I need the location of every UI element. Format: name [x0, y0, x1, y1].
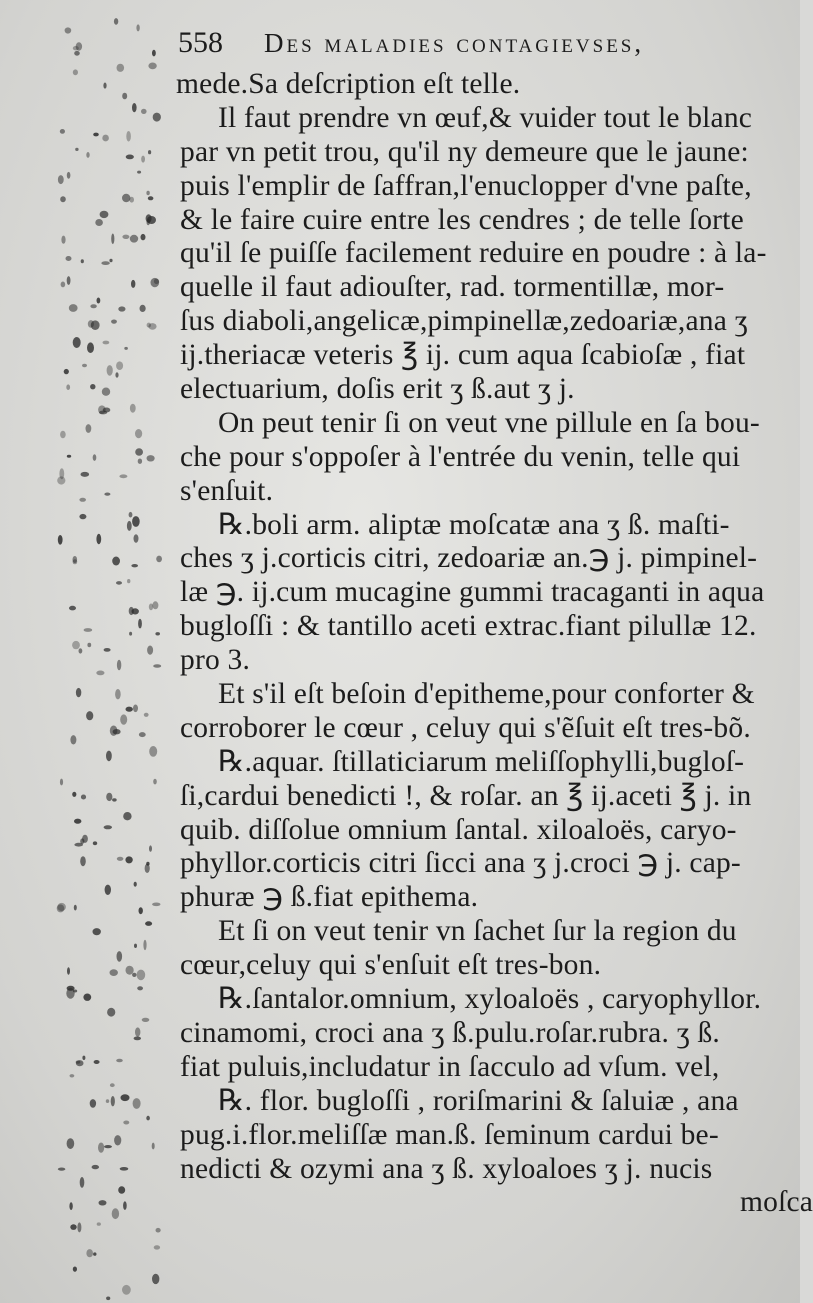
- bleed-mark: [74, 843, 83, 847]
- bleed-mark: [93, 133, 99, 137]
- bleed-mark: [134, 944, 137, 948]
- bleed-mark: [125, 856, 132, 863]
- bleed-mark: [146, 191, 149, 195]
- bleed-mark: [120, 1167, 129, 1171]
- bleed-mark: [126, 966, 134, 975]
- bleed-mark: [110, 726, 118, 736]
- bleed-mark: [117, 64, 125, 72]
- page-text-block: [160, 22, 813, 1220]
- bleed-mark: [107, 1008, 115, 1017]
- bleed-mark: [146, 1116, 150, 1121]
- bleed-mark: [69, 606, 76, 611]
- text-line: Et s'il eſt beſoin d'epitheme,pour conforter &: [218, 678, 755, 711]
- bleed-mark: [124, 347, 128, 350]
- bleed-mark: [73, 69, 78, 75]
- bleed-mark: [129, 632, 132, 636]
- bleed-mark: [118, 306, 125, 311]
- bleed-mark: [82, 835, 88, 843]
- bleed-mark: [58, 175, 64, 184]
- bleed-mark: [101, 261, 109, 265]
- bleed-mark: [98, 1143, 104, 1153]
- bleed-mark: [135, 429, 142, 438]
- bleed-mark: [95, 219, 103, 226]
- bleed-mark: [81, 472, 90, 477]
- bleed-mark: [104, 1145, 112, 1148]
- bleed-mark: [98, 405, 106, 414]
- bleed-mark: [117, 951, 123, 962]
- bleed-mark: [73, 337, 81, 348]
- running-head-title: Des maladies contagievses,: [264, 28, 645, 58]
- text-line: ches ʒ j.corticis citri, zedoariæ an.℈ j. pimpinel-: [180, 542, 758, 575]
- text-line: læ ℈. ij.cum mucagine gummi tracaganti in aqua: [180, 576, 765, 609]
- text-line: nedicti & ozymi ana ʒ ß. xyloaloes ʒ j. nucis: [180, 1152, 713, 1185]
- bleed-mark: [73, 556, 78, 563]
- bleed-mark: [106, 751, 112, 762]
- bleed-mark: [96, 534, 101, 544]
- bleed-mark: [116, 581, 122, 585]
- bleed-mark: [134, 1037, 141, 1041]
- bleed-mark: [140, 305, 146, 312]
- text-line: & le faire cuire entre les cendres ; de telle ſorte: [180, 203, 744, 236]
- bleed-mark: [130, 404, 136, 413]
- bleed-mark: [116, 1059, 123, 1063]
- bleed-mark: [129, 512, 133, 518]
- left-margin-bleed-through: [0, 0, 165, 1303]
- bleed-mark: [148, 63, 156, 70]
- bleed-mark: [133, 1098, 141, 1109]
- bleed-mark: [122, 93, 127, 100]
- bleed-mark: [122, 235, 129, 239]
- bleed-mark: [111, 234, 114, 245]
- bleed-mark: [79, 648, 83, 653]
- text-line: On peut tenir ſi on veut vne pillule en ſa bou-: [218, 406, 760, 439]
- bleed-mark: [81, 259, 84, 263]
- bleed-mark: [134, 534, 139, 543]
- bleed-mark: [111, 1096, 115, 1106]
- bleed-mark: [96, 671, 104, 676]
- bleed-mark: [76, 1061, 81, 1064]
- text-line: qu'il ſe puiſſe facilement reduire en poudre : à la-: [180, 237, 767, 270]
- bleed-mark: [120, 714, 127, 724]
- bleed-mark: [135, 1027, 140, 1036]
- bleed-mark: [57, 904, 65, 912]
- bleed-mark: [154, 279, 159, 285]
- bleed-mark: [82, 364, 87, 367]
- bleed-mark: [58, 1168, 65, 1171]
- bleed-mark: [117, 857, 124, 861]
- bleed-mark: [59, 468, 64, 479]
- text-line: mede.Sa deſcription eſt telle.: [176, 68, 521, 100]
- bleed-mark: [138, 619, 142, 629]
- bleed-mark: [86, 1249, 93, 1257]
- bleed-mark: [83, 994, 91, 1001]
- bleed-mark: [70, 735, 76, 744]
- bleed-mark: [141, 109, 147, 114]
- margin-ink-marks: [0, 0, 165, 1303]
- bleed-mark: [123, 812, 131, 820]
- bleed-mark: [139, 907, 143, 914]
- bleed-mark: [90, 384, 95, 389]
- bleed-mark: [97, 1222, 101, 1225]
- text-line: par vn petit trou, qu'il ny demeure que le jaune:: [180, 135, 749, 168]
- bleed-mark: [104, 648, 111, 652]
- bleed-mark: [75, 148, 78, 151]
- bleed-mark: [61, 236, 65, 244]
- bleed-mark: [136, 24, 139, 31]
- bleed-mark: [112, 557, 120, 566]
- text-line: cœur,celuy qui s'enſuit eſt tres-bon.: [180, 949, 602, 982]
- bleed-mark: [67, 276, 71, 285]
- bleed-mark: [119, 474, 127, 478]
- text-line: phyllor.corticis citri ſicci ana ʒ j.croci ℈ j. cap-: [180, 847, 741, 880]
- bleed-mark: [102, 135, 109, 142]
- bleed-mark: [145, 921, 152, 926]
- bleed-mark: [81, 795, 86, 800]
- bleed-mark: [114, 1135, 121, 1145]
- bleed-mark: [60, 431, 66, 438]
- text-line: corroborer le cœur , celuy qui s'ẽſuit eſt tres-bõ.: [180, 711, 751, 744]
- bleed-mark: [90, 1099, 96, 1108]
- bleed-mark: [66, 988, 74, 999]
- text-line: ſi,cardui benedicti !, & roſar. an ℥ ij.aceti ℥ j. in: [180, 779, 752, 812]
- bleed-mark: [137, 970, 146, 981]
- bleed-mark: [116, 361, 123, 370]
- bleed-mark: [133, 705, 138, 713]
- text-line: ij.theriacæ veteris ℥ ij. cum aqua ſcabioſæ , fiat: [180, 339, 746, 372]
- bleed-mark: [112, 798, 117, 801]
- text-line: ſus diaboli,angelicæ,pimpinellæ,zedoariæ,ana ʒ: [180, 305, 748, 338]
- bleed-mark: [93, 928, 101, 935]
- bleed-mark: [141, 156, 145, 163]
- text-line: quelle il faut adiouſter, rad. tormentillæ, mor-: [180, 271, 725, 304]
- bleed-mark: [66, 384, 70, 390]
- bleed-mark: [60, 196, 66, 202]
- bleed-mark: [74, 905, 77, 911]
- text-line: phuræ ℈ ß.fiat epithema.: [180, 881, 479, 914]
- text-line: quib. diſſolue omnium ſantal. xiloaloës, caryo-: [180, 813, 737, 846]
- bleed-mark: [93, 841, 97, 845]
- text-line: pro 3.: [180, 644, 251, 677]
- bleed-mark: [147, 646, 153, 655]
- bleed-mark: [92, 1165, 99, 1169]
- bleed-mark: [82, 1056, 85, 1060]
- bleed-mark: [84, 628, 93, 632]
- bleed-mark: [69, 1202, 72, 1210]
- bleed-mark: [73, 1267, 77, 1272]
- bleed-mark: [102, 388, 110, 396]
- bleed-mark: [67, 1138, 75, 1149]
- bleed-mark: [60, 129, 65, 134]
- bleed-mark: [123, 1201, 127, 1210]
- bleed-mark: [80, 856, 86, 866]
- bleed-mark: [69, 304, 78, 312]
- bleed-mark: [76, 42, 82, 50]
- bleed-mark: [104, 493, 110, 496]
- bleed-mark: [139, 732, 146, 737]
- bleed-mark: [88, 320, 94, 328]
- bleed-mark: [67, 967, 70, 975]
- bleed-mark: [123, 1121, 129, 1125]
- bleed-mark: [147, 219, 150, 225]
- text-line: Et ſi on veut tenir vn ſachet ſur la region du: [218, 915, 737, 948]
- bleed-mark: [149, 604, 153, 611]
- bleed-mark: [135, 448, 143, 456]
- page-number: 558: [178, 26, 223, 59]
- bleed-mark: [74, 51, 80, 56]
- bleed-mark: [115, 372, 118, 377]
- bleed-mark: [117, 660, 121, 671]
- bleed-mark: [70, 1074, 75, 1077]
- bleed-mark: [61, 282, 66, 288]
- bleed-mark: [109, 259, 112, 262]
- text-line: fiat puluis,includatur in ſacculo ad vſum. vel,: [180, 1050, 720, 1083]
- bleed-mark: [112, 1208, 119, 1219]
- bleed-mark: [90, 304, 96, 308]
- bleed-mark: [111, 320, 117, 324]
- bleed-mark: [152, 1274, 159, 1284]
- bleed-mark: [106, 793, 112, 801]
- bleed-mark: [149, 746, 157, 757]
- bleed-mark: [74, 819, 81, 824]
- bleed-mark: [122, 1285, 131, 1295]
- running-header: [160, 22, 790, 68]
- text-line: electuarium, doſis erit ʒ ß.aut ʒ j.: [180, 373, 575, 406]
- bleed-mark: [72, 792, 76, 797]
- bleed-mark: [130, 235, 138, 243]
- bleed-mark: [76, 688, 81, 697]
- bleed-mark: [132, 608, 139, 614]
- bleed-mark: [152, 1143, 155, 1150]
- bleed-mark: [86, 711, 93, 720]
- text-line: cinamomi, croci ana ʒ ß.pulu.roſar.rubra. ʒ ß.: [180, 1016, 720, 1049]
- bleed-mark: [79, 514, 86, 519]
- bleed-mark: [127, 521, 132, 531]
- text-line: pug.i.flor.meliſſæ man.ß. ſeminum cardui be-: [180, 1118, 719, 1151]
- bleed-mark: [107, 365, 113, 376]
- bleed-mark: [143, 940, 146, 950]
- bleed-mark: [147, 455, 155, 461]
- bleed-mark: [87, 643, 91, 647]
- bleed-mark: [126, 155, 134, 160]
- bleed-mark: [126, 131, 131, 142]
- bleed-mark: [110, 1083, 115, 1087]
- bleed-mark: [99, 1200, 107, 1205]
- bleed-mark: [134, 882, 137, 887]
- bleed-mark: [141, 234, 146, 240]
- bleed-mark: [93, 1252, 96, 1255]
- bleed-mark: [72, 641, 80, 649]
- body-text: [160, 68, 813, 1220]
- bleed-mark: [118, 1186, 125, 1194]
- bleed-mark: [103, 341, 110, 345]
- bleed-mark: [142, 1018, 150, 1022]
- bleed-mark: [132, 516, 140, 527]
- bleed-mark: [87, 342, 94, 353]
- bleed-mark: [67, 455, 71, 458]
- bleed-mark: [149, 845, 152, 851]
- bleed-mark: [106, 1099, 109, 1103]
- bleed-mark: [100, 211, 109, 218]
- bleed-mark: [79, 498, 86, 502]
- bleed-mark: [131, 280, 135, 288]
- bleed-mark: [148, 150, 151, 154]
- text-line: ℞.aquar. ſtillaticiarum meliſſophylli,bugloſ-: [218, 745, 745, 778]
- bleed-mark: [152, 50, 156, 57]
- bleed-mark: [66, 256, 72, 261]
- bleed-mark: [70, 1224, 76, 1230]
- bleed-mark: [156, 1228, 161, 1233]
- bleed-mark: [64, 369, 69, 374]
- bleed-mark: [114, 18, 118, 25]
- bleed-mark: [153, 779, 157, 785]
- bleed-mark: [65, 27, 72, 33]
- bleed-mark: [94, 1060, 100, 1064]
- bleed-mark: [145, 864, 150, 873]
- text-line: s'enſuit.: [180, 474, 274, 507]
- bleed-mark: [97, 298, 101, 304]
- bleed-mark: [122, 194, 130, 202]
- bleed-mark: [138, 459, 142, 464]
- bleed-mark: [132, 103, 137, 112]
- text-line: ℞.ſantalor.omnium, xyloaloës , caryophyllor.: [218, 983, 762, 1016]
- bleed-mark: [115, 689, 121, 699]
- bleed-mark: [105, 885, 111, 895]
- bleed-mark: [137, 171, 141, 174]
- bleed-mark: [121, 1094, 130, 1101]
- bleed-mark: [77, 1222, 81, 1232]
- bleed-mark: [60, 779, 63, 786]
- bleed-mark: [86, 152, 89, 158]
- text-line: ℞. flor. bugloſſi , roriſmarini & ſaluiæ , ana: [218, 1084, 739, 1117]
- bleed-mark: [86, 424, 92, 433]
- bleed-mark: [127, 579, 130, 583]
- bleed-mark: [58, 535, 63, 545]
- text-line: Il faut prendre vn œuf,& vuider tout le blanc: [218, 101, 753, 134]
- bleed-mark: [132, 973, 136, 977]
- bleed-mark: [131, 564, 138, 567]
- bleed-mark: [148, 196, 154, 200]
- bleed-mark: [103, 83, 106, 89]
- bleed-mark: [152, 601, 158, 609]
- bleed-mark: [137, 986, 143, 990]
- bleed-mark: [147, 323, 151, 328]
- bleed-mark: [80, 1177, 85, 1188]
- bleed-mark: [154, 1245, 160, 1249]
- text-line: puis l'emplir de ſaffran,l'enuclopper d'vne paſte,: [180, 169, 752, 202]
- text-line: moſca: [740, 1186, 813, 1219]
- bleed-mark: [144, 713, 149, 717]
- bleed-mark: [106, 1297, 110, 1301]
- text-line: ℞.boli arm. aliptæ moſcatæ ana ʒ ß. maſti-: [218, 508, 730, 541]
- text-line: bugloſſi : & tantillo aceti extrac.fiant pilullæ 12.: [180, 610, 757, 643]
- bleed-mark: [93, 454, 97, 461]
- bleed-mark: [110, 969, 118, 976]
- text-line: che pour s'oppoſer à l'entrée du venin, telle qui: [180, 440, 741, 473]
- bleed-mark: [104, 825, 112, 829]
- bleed-mark: [126, 707, 133, 712]
- bleed-mark: [67, 172, 71, 179]
